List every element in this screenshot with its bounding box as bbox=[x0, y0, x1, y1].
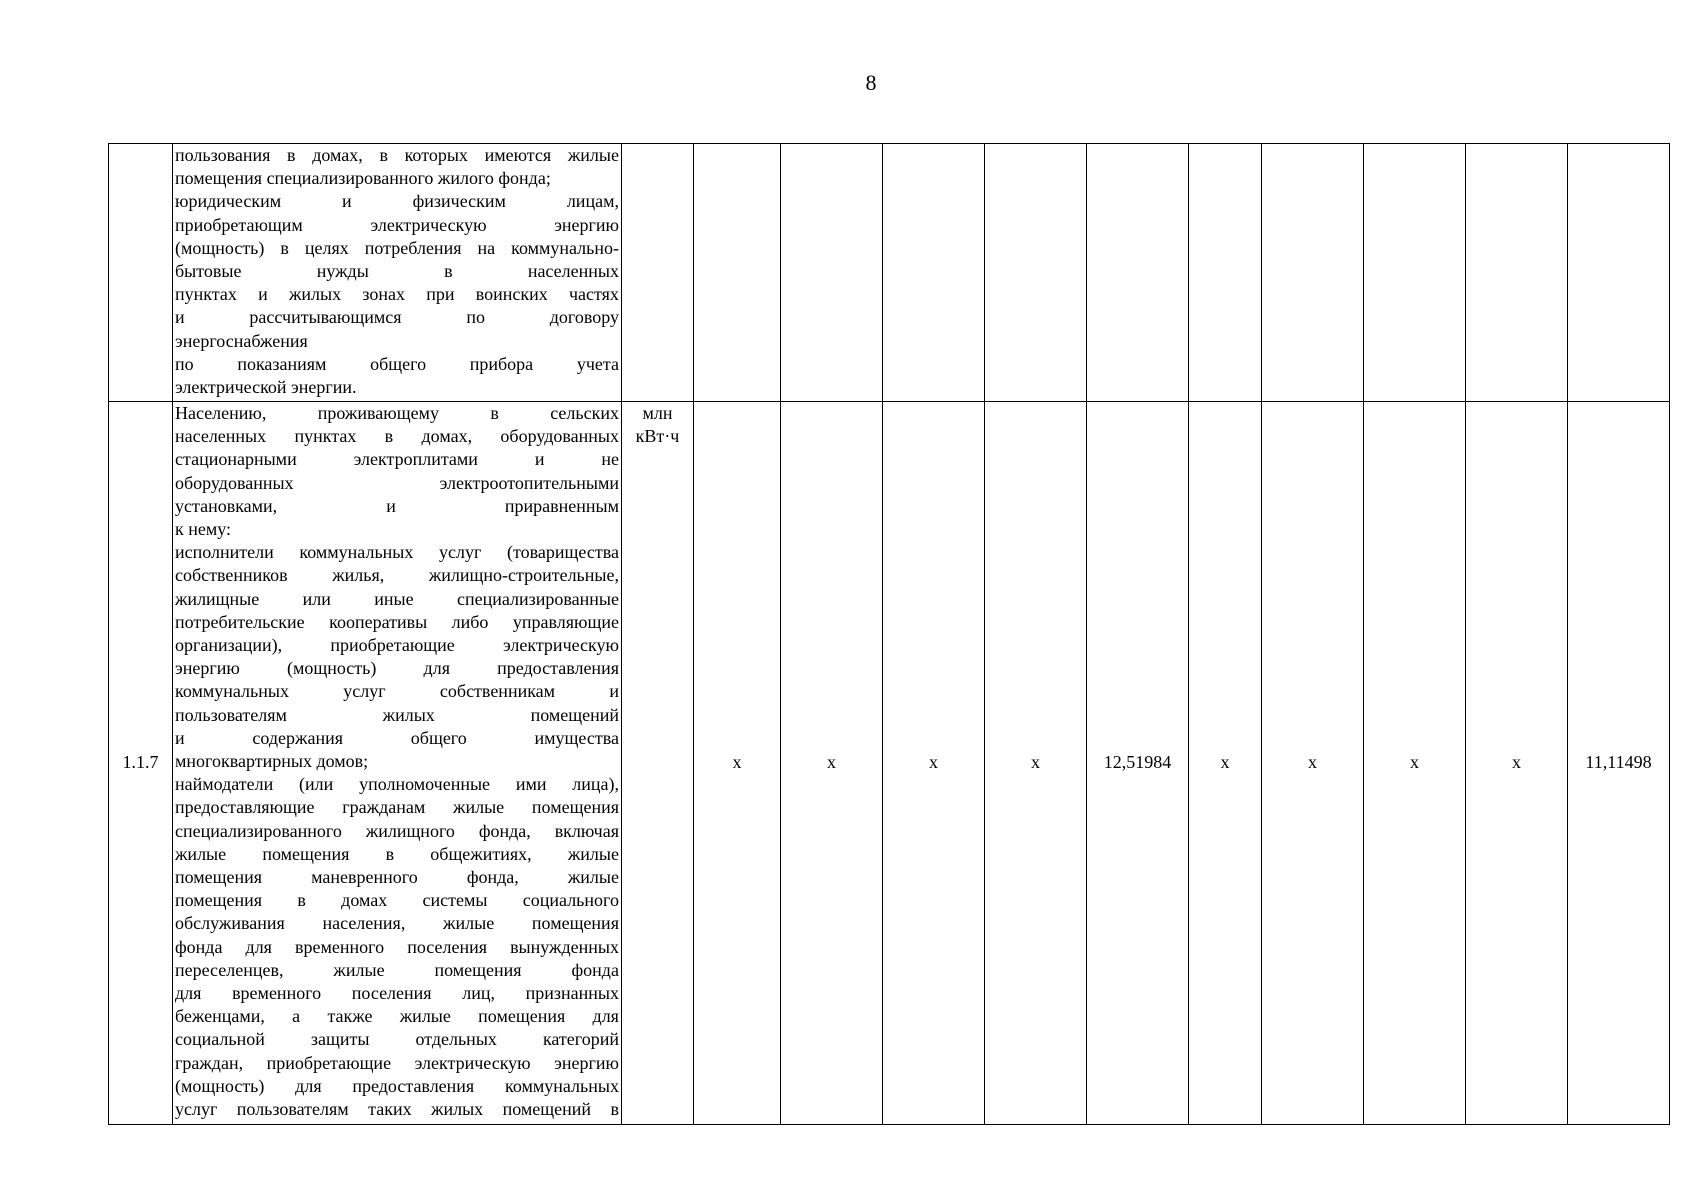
description-line: организации), приобретающие электрическую bbox=[175, 635, 619, 656]
description-line: фонда для временного поселения вынужденных bbox=[175, 936, 619, 957]
description-line: помещения в домах системы социального bbox=[175, 890, 619, 911]
value-cell bbox=[1189, 144, 1262, 402]
value-cell: x bbox=[1466, 402, 1568, 1125]
unit-label: кВт·ч bbox=[635, 426, 680, 447]
value-cell: x bbox=[781, 402, 883, 1125]
value-cell bbox=[1364, 144, 1466, 402]
unit-cell bbox=[622, 144, 694, 402]
description-line: социальной защиты отдельных категорий bbox=[175, 1029, 619, 1050]
value-cell bbox=[1262, 144, 1364, 402]
description-line: специализированного жилищного фонда, включая bbox=[175, 820, 619, 841]
description-line: населенных пунктах в домах, оборудованных bbox=[175, 426, 619, 447]
value-cell: x bbox=[694, 402, 781, 1125]
description-line: беженцами, а также жилые помещения для bbox=[175, 1006, 619, 1027]
description-line: наймодатели (или уполномоченные ими лица), bbox=[175, 774, 619, 795]
description-line: услуг пользователям таких жилых помещений в bbox=[175, 1099, 619, 1120]
description-line: (мощность) в целях потребления на коммунально- bbox=[175, 237, 619, 258]
description-line: жилые помещения в общежитиях, жилые bbox=[175, 843, 619, 864]
value-cell bbox=[1568, 144, 1670, 402]
value-cell: x bbox=[1189, 402, 1262, 1125]
description-line: энергоснабжения bbox=[175, 330, 308, 351]
tariff-table bbox=[108, 143, 1670, 1125]
value-cell bbox=[1466, 144, 1568, 402]
description-cell bbox=[173, 402, 622, 1125]
description-line: граждан, приобретающие электрическую энергию bbox=[175, 1052, 619, 1073]
value-cell bbox=[883, 144, 985, 402]
value-cell: x bbox=[883, 402, 985, 1125]
row-number-cell bbox=[109, 144, 173, 402]
page-number: 8 bbox=[865, 70, 877, 95]
description-line: оборудованных электроотопительными bbox=[175, 472, 619, 493]
description-line: многоквартирных домов; bbox=[175, 751, 369, 772]
table-row bbox=[109, 402, 1670, 1125]
table-row bbox=[109, 144, 1670, 402]
description-line: пунктах и жилых зонах при воинских частях bbox=[175, 284, 619, 305]
description-line: приобретающим электрическую энергию bbox=[175, 214, 619, 235]
row-number-cell: 1.1.7 bbox=[109, 402, 173, 1125]
description-line: предоставляющие гражданам жилые помещения bbox=[175, 797, 619, 818]
description-line: (мощность) для предоставления коммунальных bbox=[175, 1075, 619, 1096]
description-line: стационарными электроплитами и не bbox=[175, 449, 619, 470]
description-line: помещения маневренного фонда, жилые bbox=[175, 867, 619, 888]
description-line: исполнители коммунальных услуг (товарищества bbox=[175, 542, 619, 563]
unit-cell bbox=[622, 402, 694, 1125]
description-line: и рассчитывающимся по договору bbox=[175, 307, 619, 328]
description-line: собственников жилья, жилищно-строительные, bbox=[175, 565, 619, 586]
description-line: энергию (мощность) для предоставления bbox=[175, 658, 619, 679]
description-line: переселенцев, жилые помещения фонда bbox=[175, 959, 619, 980]
description-line: по показаниям общего прибора учета bbox=[175, 353, 619, 374]
description-line: для временного поселения лиц, признанных bbox=[175, 983, 619, 1004]
description-line: бытовые нужды в населенных bbox=[175, 261, 619, 282]
description-line: пользования в домах, в которых имеются жилые bbox=[175, 145, 619, 165]
description-line: Населению, проживающему в сельских bbox=[175, 403, 619, 423]
description-line: жилищные или иные специализированные bbox=[175, 588, 619, 609]
value-cell bbox=[985, 144, 1087, 402]
value-cell: x bbox=[1262, 402, 1364, 1125]
description-line: коммунальных услуг собственникам и bbox=[175, 681, 619, 702]
description-line: юридическим и физическим лицам, bbox=[175, 191, 619, 212]
description-line: к нему: bbox=[175, 519, 232, 540]
value-cell bbox=[781, 144, 883, 402]
value-cell: x bbox=[1364, 402, 1466, 1125]
value-cell bbox=[1087, 144, 1189, 402]
description-cell bbox=[173, 144, 622, 402]
value-cell: 11,11498 bbox=[1568, 402, 1670, 1125]
description-line: помещения специализированного жилого фонда; bbox=[175, 168, 551, 189]
unit-label: млн bbox=[642, 403, 673, 423]
description-line: потребительские кооперативы либо управляющие bbox=[175, 611, 619, 632]
description-line: пользователям жилых помещений bbox=[175, 704, 619, 725]
description-line: электрической энергии. bbox=[175, 377, 357, 398]
value-cell bbox=[694, 144, 781, 402]
value-cell: 12,51984 bbox=[1087, 402, 1189, 1125]
description-line: установками, и приравненным bbox=[175, 495, 619, 516]
value-cell: x bbox=[985, 402, 1087, 1125]
description-line: обслуживания населения, жилые помещения bbox=[175, 913, 619, 934]
description-line: и содержания общего имущества bbox=[175, 727, 619, 748]
